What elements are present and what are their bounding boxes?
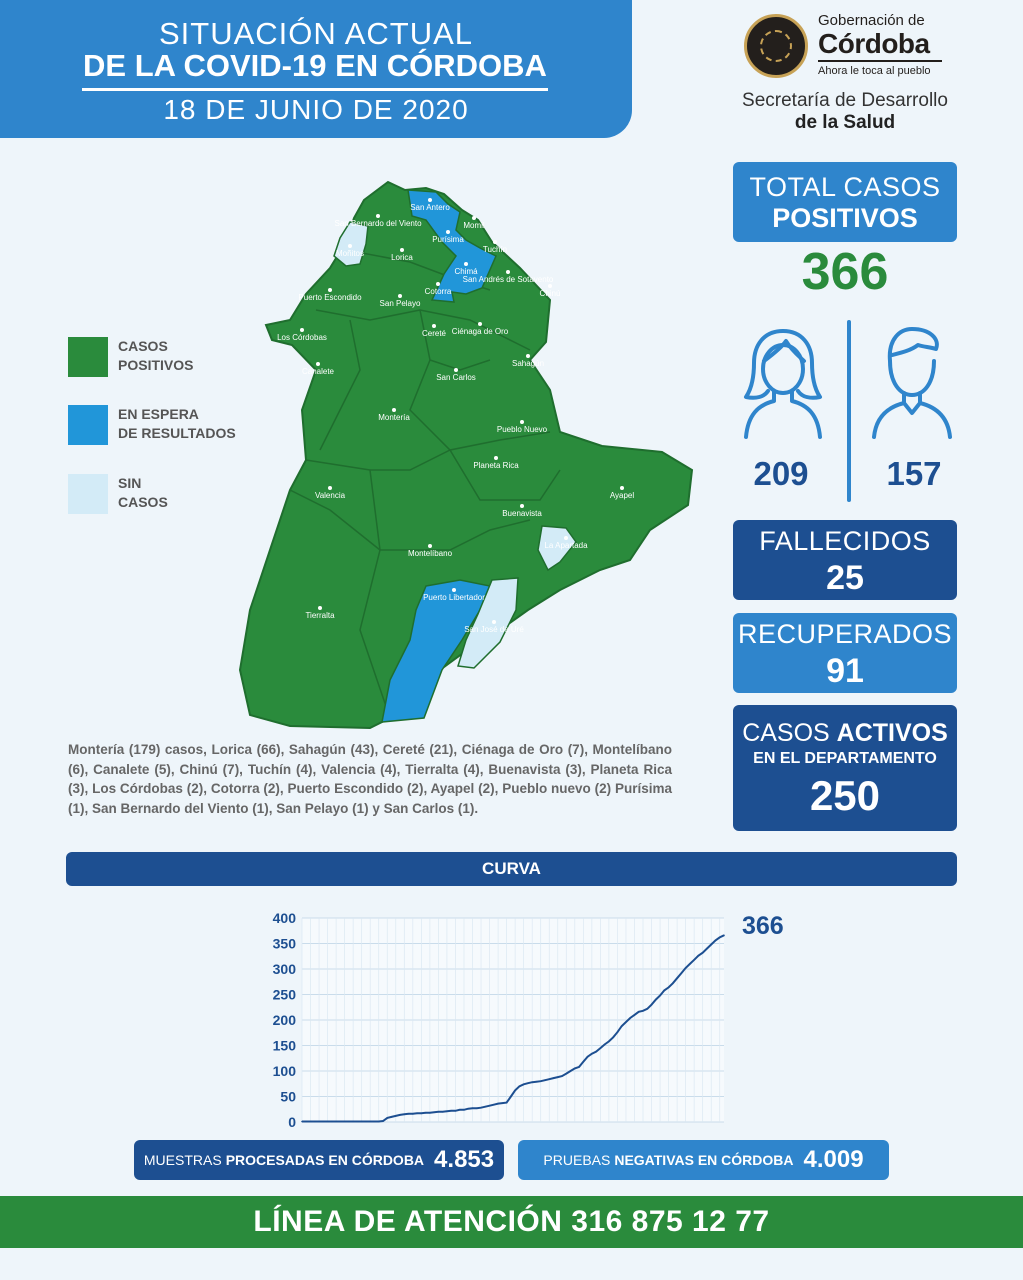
- map-label: Pueblo Nuevo: [496, 425, 548, 434]
- data-point: [467, 1108, 469, 1110]
- map-label: Tuchín: [482, 245, 508, 254]
- total-cases-value: 366: [801, 243, 889, 301]
- map-label: Moñitos: [335, 249, 365, 258]
- data-point: [438, 1111, 440, 1113]
- data-point: [374, 1121, 376, 1123]
- department-map: [230, 170, 700, 730]
- gov-slogan: Ahora le toca al pueblo: [818, 65, 931, 77]
- deaths-value: 25: [826, 559, 864, 597]
- map-label-dot: [452, 588, 456, 592]
- data-point: [369, 1121, 371, 1123]
- y-tick-label: 100: [272, 1063, 296, 1079]
- map-label-dot: [400, 248, 404, 252]
- header-banner: [0, 0, 632, 138]
- recovered-value: 91: [826, 652, 864, 690]
- data-point: [655, 999, 657, 1001]
- y-tick-label: 400: [272, 910, 296, 926]
- data-point: [365, 1121, 367, 1123]
- data-point: [693, 959, 695, 961]
- data-point: [604, 1044, 606, 1046]
- y-tick-label: 200: [272, 1012, 296, 1028]
- data-point: [404, 1114, 406, 1116]
- data-point: [706, 948, 708, 950]
- map-label: Purísima: [432, 235, 464, 244]
- data-point: [553, 1077, 555, 1079]
- total-cases-box: [733, 162, 957, 242]
- negatives-label-bold: NEGATIVAS EN CÓRDOBA: [614, 1152, 794, 1168]
- data-point: [519, 1086, 521, 1088]
- map-label-dot: [428, 198, 432, 202]
- map-label-dot: [428, 544, 432, 548]
- map-label-dot: [316, 362, 320, 366]
- legend-label-none: SIN CASOS: [118, 475, 168, 510]
- data-point: [472, 1107, 474, 1109]
- data-point: [634, 1014, 636, 1016]
- data-point: [548, 1078, 550, 1080]
- recovered-box: [733, 613, 957, 693]
- data-point: [536, 1081, 538, 1083]
- map-label-dot: [318, 606, 322, 610]
- data-point: [668, 987, 670, 989]
- data-point: [574, 1068, 576, 1070]
- map-label-dot: [493, 240, 497, 244]
- gov-name-big: Córdoba: [818, 28, 930, 59]
- map-label: Planeta Rica: [473, 461, 519, 470]
- data-point: [527, 1082, 529, 1084]
- y-tick-label: 150: [272, 1037, 296, 1054]
- data-point: [715, 940, 717, 942]
- map-label: Ciénaga de Oro: [451, 327, 509, 336]
- data-point: [480, 1107, 482, 1109]
- map-label: San Carlos: [436, 373, 476, 382]
- map-label-dot: [494, 456, 498, 460]
- data-point: [459, 1109, 461, 1111]
- data-point: [681, 972, 683, 974]
- data-point: [421, 1113, 423, 1115]
- data-point: [544, 1079, 546, 1081]
- data-point: [664, 990, 666, 992]
- map-label-dot: [392, 408, 396, 412]
- map-label: Valencia: [314, 491, 346, 500]
- map-label: Canalete: [301, 367, 335, 376]
- map-label: Puerto Libertador: [423, 593, 485, 602]
- legend-label-positive: CASOS POSITIVOS: [118, 338, 194, 373]
- map-label-dot: [432, 324, 436, 328]
- data-point: [702, 952, 704, 954]
- data-point: [323, 1121, 325, 1123]
- data-point: [357, 1121, 359, 1123]
- data-point: [600, 1047, 602, 1049]
- data-point: [399, 1114, 401, 1116]
- data-point: [463, 1109, 465, 1111]
- active-cases-value: 250: [809, 772, 881, 819]
- data-point: [685, 967, 687, 969]
- map-label-dot: [472, 216, 476, 220]
- active-cases-box: [733, 705, 957, 831]
- woman-icon: [742, 325, 824, 439]
- data-point: [612, 1037, 614, 1039]
- y-tick-label: 50: [280, 1088, 296, 1105]
- data-point: [578, 1066, 580, 1068]
- data-point: [502, 1102, 504, 1104]
- secretaria-line2: de la Salud: [794, 112, 896, 133]
- map-label-dot: [526, 354, 530, 358]
- map-label-dot: [446, 230, 450, 234]
- data-point: [646, 1008, 648, 1010]
- data-point: [340, 1121, 342, 1123]
- data-point: [429, 1112, 431, 1114]
- legend-swatch-positive: [68, 337, 108, 377]
- deaths-label: FALLECIDOS: [759, 526, 931, 556]
- data-point: [514, 1090, 516, 1092]
- header-date: 18 DE JUNIO DE 2020: [163, 94, 469, 125]
- deaths-box: [733, 520, 957, 600]
- data-point: [608, 1041, 610, 1043]
- data-point: [450, 1110, 452, 1112]
- map-label: San Pelayo: [379, 299, 421, 308]
- logo-divider: [818, 60, 942, 62]
- map-label: Chimá: [454, 267, 478, 276]
- data-point: [391, 1116, 393, 1118]
- data-point: [510, 1096, 512, 1098]
- man-icon: [870, 325, 954, 439]
- data-point: [314, 1121, 316, 1123]
- negatives-value: 4.009: [803, 1146, 864, 1173]
- map-label: Ayapel: [609, 491, 635, 500]
- data-point: [416, 1113, 418, 1115]
- samples-label-bold: PROCESADAS EN CÓRDOBA: [225, 1152, 425, 1168]
- map-label-dot: [348, 244, 352, 248]
- samples-label-thin: MUESTRAS: [143, 1152, 222, 1168]
- data-point: [651, 1004, 653, 1006]
- data-point: [638, 1011, 640, 1013]
- municipality-cases-text: Montería (179) casos, Lorica (66), Sahagún (43), Cereté (21), Ciénaga de Oro (7), Montelíbano (6), Canalete (5), Chinú (7), Tuchín (4), Valencia (4), Tierralta (4), Buenavista (3), Planeta Rica (3), Los Córdobas (2), Cotorra (2), Puerto Escondido (2), Ayapel (2), Pueblo nuevo (2) Purísima (1), San Bernardo del Viento (1), San Pelayo (1) y San Carlos (1).: [68, 742, 672, 816]
- map-label-dot: [520, 504, 524, 508]
- data-point: [455, 1110, 457, 1112]
- legend-swatch-pending: [68, 405, 108, 445]
- data-point: [719, 937, 721, 939]
- map-label: La Apartada: [544, 541, 588, 550]
- legend-swatch-none: [68, 474, 108, 514]
- curve-title-bar: CURVA: [66, 852, 957, 886]
- data-point: [540, 1080, 542, 1082]
- data-point: [305, 1121, 307, 1123]
- data-point: [425, 1112, 427, 1114]
- map-label-dot: [300, 328, 304, 332]
- y-tick-label: 350: [272, 935, 296, 952]
- data-point: [301, 1121, 303, 1123]
- data-point: [561, 1075, 563, 1077]
- data-point: [442, 1111, 444, 1113]
- data-point: [659, 995, 661, 997]
- data-point: [493, 1104, 495, 1106]
- data-point: [476, 1107, 478, 1109]
- map-label: Montería: [378, 413, 410, 422]
- data-point: [408, 1113, 410, 1115]
- data-point: [446, 1110, 448, 1112]
- y-tick-label: 300: [272, 961, 296, 977]
- map-label-dot: [436, 282, 440, 286]
- data-point: [698, 955, 700, 957]
- data-point: [531, 1081, 533, 1083]
- data-point: [570, 1070, 572, 1072]
- header-title-line1: SITUACIÓN ACTUAL: [159, 16, 473, 51]
- negatives-label-thin: PRUEBAS: [543, 1152, 611, 1168]
- cases-curve-chart: [250, 900, 740, 1135]
- data-point: [382, 1120, 384, 1122]
- map-label: Puerto Escondido: [298, 293, 362, 302]
- gender-divider: [847, 320, 851, 502]
- data-point: [523, 1083, 525, 1085]
- map-label-dot: [328, 486, 332, 490]
- legend-label-pending: EN ESPERA DE RESULTADOS: [118, 406, 236, 441]
- gov-name-small: Gobernación de: [818, 12, 925, 29]
- data-point: [629, 1017, 631, 1019]
- map-label-dot: [620, 486, 624, 490]
- data-point: [621, 1025, 623, 1027]
- total-cases-label2: POSITIVOS: [772, 203, 918, 233]
- map-label: Lorica: [391, 253, 413, 262]
- map-label-dot: [328, 288, 332, 292]
- map-label: San Andrés de Sotavento: [462, 275, 554, 284]
- map-label: San José de Uré: [464, 625, 524, 634]
- data-point: [689, 963, 691, 965]
- data-point: [617, 1031, 619, 1033]
- data-point: [335, 1121, 337, 1123]
- map-label: Sahagún: [511, 359, 545, 368]
- data-point: [412, 1113, 414, 1115]
- data-point: [557, 1076, 559, 1078]
- data-point: [310, 1121, 312, 1123]
- data-point: [642, 1010, 644, 1012]
- data-point: [361, 1121, 363, 1123]
- data-point: [348, 1121, 350, 1123]
- data-point: [433, 1112, 435, 1114]
- data-point: [497, 1103, 499, 1105]
- map-label: Cotorra: [424, 287, 452, 296]
- map-label: Cereté: [421, 329, 447, 338]
- map-label-dot: [492, 620, 496, 624]
- map-label-dot: [398, 294, 402, 298]
- men-count: 157: [886, 455, 942, 492]
- total-cases-label1: TOTAL CASOS: [749, 172, 941, 202]
- data-point: [565, 1073, 567, 1075]
- map-label: Los Córdobas: [277, 333, 327, 342]
- samples-value: 4.853: [434, 1146, 495, 1173]
- recovered-label: RECUPERADOS: [737, 619, 953, 649]
- chart-final-value: 366: [742, 912, 784, 940]
- data-point: [595, 1051, 597, 1053]
- negative-tests-pill: [518, 1140, 889, 1180]
- map-label-dot: [454, 368, 458, 372]
- data-point: [625, 1021, 627, 1023]
- data-point: [710, 944, 712, 946]
- government-seal-icon: [744, 14, 808, 78]
- map-label-dot: [376, 214, 380, 218]
- active-cases-label: CASOS ACTIVOS: [742, 719, 948, 747]
- data-point: [591, 1053, 593, 1055]
- women-count: 209: [753, 455, 809, 492]
- data-point: [484, 1106, 486, 1108]
- data-point: [352, 1121, 354, 1123]
- data-point: [676, 977, 678, 979]
- map-label: San Antero: [410, 203, 450, 212]
- y-tick-label: 250: [272, 986, 296, 1003]
- map-label-dot: [478, 322, 482, 326]
- hotline-footer: LÍNEA DE ATENCIÓN 316 875 12 77: [0, 1196, 1023, 1248]
- map-label: Buenavista: [502, 509, 542, 518]
- data-point: [587, 1056, 589, 1058]
- secretaria-line1: Secretaría de Desarrollo: [742, 90, 948, 111]
- data-point: [672, 982, 674, 984]
- map-label: Tierralta: [305, 611, 335, 620]
- map-label: Chinú: [539, 289, 561, 298]
- y-tick-label: 0: [288, 1114, 296, 1130]
- map-label-dot: [520, 420, 524, 424]
- data-point: [506, 1102, 508, 1104]
- map-label-dot: [548, 284, 552, 288]
- data-point: [378, 1121, 380, 1123]
- samples-processed-pill: [134, 1140, 504, 1180]
- active-cases-label2: EN EL DEPARTAMENTO: [753, 750, 937, 767]
- data-point: [395, 1115, 397, 1117]
- data-point: [344, 1121, 346, 1123]
- map-label-dot: [464, 262, 468, 266]
- data-point: [723, 935, 725, 937]
- map-label: San Bernardo del Viento: [334, 219, 422, 228]
- data-point: [327, 1121, 329, 1123]
- map-label: Momil: [463, 221, 485, 230]
- data-point: [489, 1105, 491, 1107]
- data-point: [583, 1061, 585, 1063]
- data-point: [331, 1121, 333, 1123]
- map-label: Montelíbano: [407, 549, 453, 558]
- data-point: [386, 1117, 388, 1119]
- map-label-dot: [564, 536, 568, 540]
- map-label-dot: [506, 270, 510, 274]
- header-title-line2: DE LA COVID-19 EN CÓRDOBA: [82, 48, 548, 91]
- data-point: [318, 1121, 320, 1123]
